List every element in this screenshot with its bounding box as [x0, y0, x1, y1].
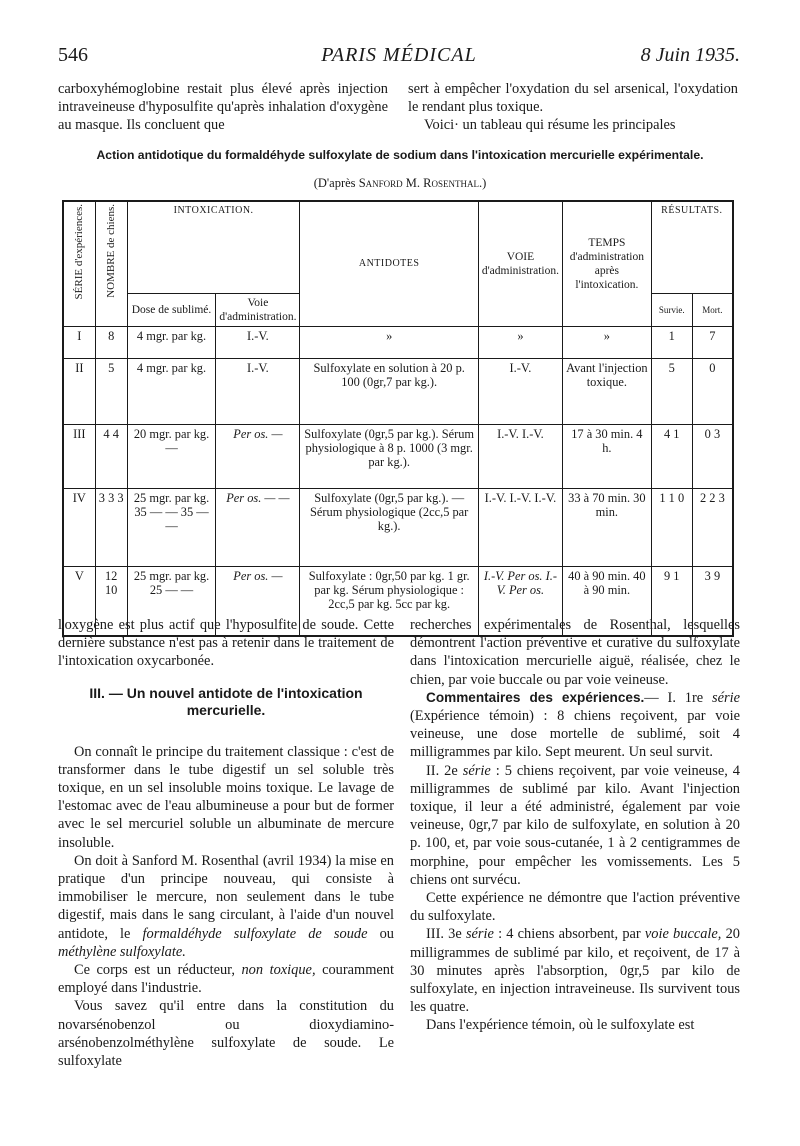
cell-voie: I.-V.: [216, 358, 300, 424]
source-author: Sanford M. Rosenthal.: [358, 176, 483, 190]
cell-mort: 3 9: [692, 566, 733, 636]
table-row: [63, 424, 733, 488]
text-run: III. 3e: [426, 926, 466, 943]
header-voie: Voie d'administration.: [216, 293, 300, 326]
text-run: Commentaires des expériences.: [426, 689, 645, 705]
text-run: II. 2e: [426, 762, 463, 779]
paragraph: [58, 852, 394, 961]
table-row: [63, 358, 733, 424]
page-header: [58, 44, 740, 70]
cell-serie: V: [63, 566, 95, 636]
cell-mort: 7: [692, 326, 733, 358]
table-caption-source: [80, 176, 720, 191]
header-dose: Dose de sublimé.: [127, 293, 216, 326]
source-suffix: ): [482, 176, 487, 190]
header-serie: SÉRIE d'expériences.: [63, 201, 95, 326]
paragraph: [410, 762, 740, 889]
cell-temps: Avant l'injection toxique.: [563, 358, 652, 424]
cell-serie: I: [63, 326, 95, 358]
cell-nombre: 8: [95, 326, 127, 358]
cell-nombre: 12 10: [95, 566, 127, 636]
bottom-left-column: [58, 616, 394, 1070]
paragraph: sert à empêcher l'oxydation du sel arsenical, l'oxydation le rendant plus toxique.: [408, 81, 738, 116]
cell-antidote: Sulfoxylate en solution à 20 p. 100 (0gr,7 par kg.).: [300, 358, 478, 424]
cell-nombre: 4 4: [95, 424, 127, 488]
source-prefix: (D'après: [313, 176, 359, 190]
cell-dose: 4 mgr. par kg.: [127, 358, 216, 424]
cell-temps: 33 à 70 min. 30 min.: [563, 488, 652, 566]
cell-temps: »: [563, 326, 652, 358]
paragraph: On connaît le principe du traitement classique : c'est de transformer dans le tube digestif un sel soluble très toxique, en un sel insoluble moins toxique. Le lavage de l'estomac avec de l'eau albumineuse a pour but de former avec le sel mercuriel soluble un albuminate de mercure insoluble.: [58, 743, 394, 851]
table-row: [63, 326, 733, 358]
cell-voie: I.-V.: [216, 326, 300, 358]
text-run: série: [462, 762, 491, 779]
cell-antidote: Sulfoxylate : 0gr,50 par kg. 1 gr. par kg. Sérum physiologique : 2cc,5 par kg. 5cc par kg.: [300, 566, 478, 636]
cell-voie: Per os. —: [216, 566, 300, 636]
text-run: couramment employé dans l'industrie.: [58, 962, 394, 997]
cell-survie: 1: [651, 326, 692, 358]
table-caption-title: Action antidotique du formaldéhyde sulfoxylate de sodium dans l'intoxication mercurielle expérimentale.: [96, 148, 704, 162]
cell-voie-admin: I.-V. Per os. I.-V. Per os.: [478, 566, 562, 636]
header-resultats: RÉSULTATS.: [651, 201, 733, 293]
cell-voie-admin: I.-V. I.-V.: [478, 424, 562, 488]
header-nombre: NOMBRE de chiens.: [95, 201, 127, 326]
top-left-column: [58, 80, 388, 135]
header-mort: Mort.: [692, 293, 733, 326]
text-run: série: [465, 926, 494, 943]
text-run: ou: [367, 925, 394, 942]
header-survie: Survie.: [651, 293, 692, 326]
cell-nombre: 3 3 3: [95, 488, 127, 566]
text-run: non toxique,: [241, 962, 316, 979]
text-run: — I. 1re: [644, 689, 713, 706]
paragraph: carboxyhémoglobine restait plus élevé après injection intraveineuse d'hyposulfite qu'après inhalation d'oxygène au masque. Ils concluent que: [58, 81, 388, 134]
cell-mort: 0: [692, 358, 733, 424]
cell-voie: Per os. — —: [216, 488, 300, 566]
cell-survie: 5: [651, 358, 692, 424]
cell-voie-admin: I.-V. I.-V. I.-V.: [478, 488, 562, 566]
cell-serie: III: [63, 424, 95, 488]
header-temps: TEMPS d'administration après l'intoxication.: [563, 201, 652, 326]
header-antidotes: ANTIDOTES: [300, 201, 478, 326]
paragraph: recherches expérimentales de Rosenthal, lesquelles démontrent l'action préventive et curative du sulfoxylate dans l'intoxication mercurielle aiguë, réalisée, chez le chien, par voie buccale ou par voie veineuse.: [410, 617, 740, 688]
paragraph: Vous savez qu'il entre dans la constitution du novarsénobenzol ou dioxydiamino-arsénobenzolméthylène sulfoxylate de soude. Le sulfoxylate: [58, 998, 394, 1070]
cell-survie: 4 1: [651, 424, 692, 488]
text-run: voie buccale,: [644, 926, 722, 943]
cell-dose: 25 mgr. par kg. 25 — —: [127, 566, 216, 636]
text-run: : 5 chiens reçoivent, par voie veineuse, 4 milligrammes de sublimé par kilo. Avant l'injection toxique, il leur a été administré, également par voie veineuse, 0gr,7 par kilo de sulfoxylate, en solution à 20 p. 100, et, par voie sous-cutanée, 1 à 2 centigrammes de morphine, pour empêcher les vomissements. Les 5 chiens ont survécu.: [410, 762, 740, 888]
text-run: méthylène sulfoxylate.: [58, 943, 186, 960]
cell-temps: 17 à 30 min. 4 h.: [563, 424, 652, 488]
bottom-right-column: [410, 616, 740, 1035]
paragraph: l'oxygène est plus actif que l'hyposulfite de soude. Cette dernière substance n'est pas à retenir dans le traitement de l'intoxication oxycarbonée.: [58, 617, 394, 670]
paragraph: Voici· un tableau qui résume les principales: [424, 117, 676, 134]
cell-antidote: Sulfoxylate (0gr,5 par kg.). Sérum physiologique à 8 p. 1000 (3 mgr. par kg.).: [300, 424, 478, 488]
paragraph: Cette expérience ne démontre que l'action préventive du sulfoxylate.: [410, 890, 740, 925]
paragraph: [58, 961, 394, 997]
cell-temps: 40 à 90 min. 40 à 90 min.: [563, 566, 652, 636]
cell-survie: 9 1: [651, 566, 692, 636]
page-number: 546: [58, 44, 88, 66]
cell-voie-admin: I.-V.: [478, 358, 562, 424]
section-heading: III. — Un nouvel antidote de l'intoxication mercurielle.: [89, 684, 363, 718]
cell-antidote: »: [300, 326, 478, 358]
text-run: Ce corps est un réducteur,: [74, 962, 242, 979]
paragraph: [410, 925, 740, 1016]
cell-nombre: 5: [95, 358, 127, 424]
cell-voie-admin: »: [478, 326, 562, 358]
results-table: [62, 200, 734, 637]
cell-dose: 4 mgr. par kg.: [127, 326, 216, 358]
cell-dose: 25 mgr. par kg. 35 — — 35 — —: [127, 488, 216, 566]
cell-survie: 1 1 0: [651, 488, 692, 566]
paragraph: Dans l'expérience témoin, où le sulfoxylate est: [426, 1017, 695, 1034]
header-voie-admin: VOIE d'administration.: [478, 201, 562, 326]
text-run: (Expérience témoin) : 8 chiens reçoivent, par voie veineuse, une dose mortelle de sublimé, soit 4 milligrammes par kilo. Sept meurent. Un seul survit.: [410, 708, 740, 761]
text-run: On doit à Sanford M. Rosenthal (avril 1934) la mise en pratique d'un principe nouveau, qui consiste à immobiliser le mercure, non seulement dans le tube digestif, mais dans le sang circulant, à l'aide d'un nouvel antidote, le: [58, 852, 394, 942]
text-run: série: [712, 689, 740, 706]
top-right-column: [408, 80, 738, 135]
text-run: formaldéhyde sulfoxylate de soude: [142, 925, 368, 942]
cell-serie: IV: [63, 488, 95, 566]
issue-date: 8 Juin 1935.: [640, 44, 740, 66]
header-intoxication: INTOXICATION.: [127, 201, 300, 293]
table-row: [63, 488, 733, 566]
journal-title: PARIS MÉDICAL: [321, 44, 477, 66]
paragraph: [410, 689, 740, 762]
cell-antidote: Sulfoxylate (0gr,5 par kg.). — Sérum physiologique (2cc,5 par kg.).: [300, 488, 478, 566]
cell-voie: Per os. —: [216, 424, 300, 488]
cell-mort: 0 3: [692, 424, 733, 488]
cell-mort: 2 2 3: [692, 488, 733, 566]
text-run: : 4 chiens absorbent, par: [493, 926, 645, 943]
cell-dose: 20 mgr. par kg. —: [127, 424, 216, 488]
cell-serie: II: [63, 358, 95, 424]
text-run: 20 milligrammes de sublimé par kilo, et reçoivent, de 17 à 30 minutes après l'absorption, 0gr,5 par kilo de sulfoxylate, en injection intraveineuse. Ils survivent tous les quatre.: [410, 926, 740, 1016]
